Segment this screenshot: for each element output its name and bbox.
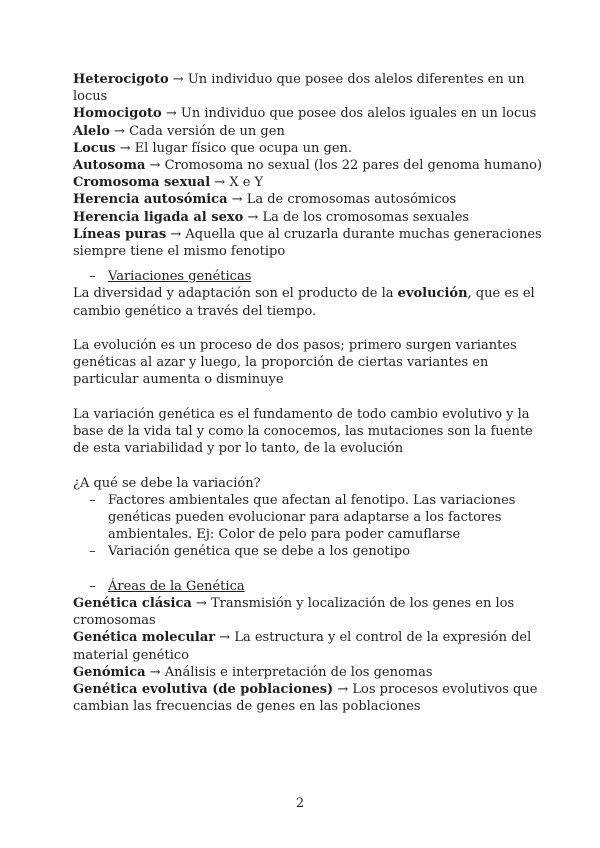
document-body <box>73 71 543 715</box>
areas-list <box>73 595 543 715</box>
arrow-icon: → <box>247 209 259 225</box>
definition-term: Herencia ligada al sexo <box>73 209 244 225</box>
arrow-icon: → <box>231 192 243 208</box>
area-text: Transmisión y localización de los genes en los cromosomas <box>73 596 515 629</box>
arrow-icon: → <box>170 226 182 242</box>
area-term: Genómica <box>73 664 146 680</box>
section-heading-variaciones <box>73 268 543 285</box>
area-genetica-evolutiva <box>73 681 543 715</box>
bold-term-evolucion: evolución <box>397 286 468 302</box>
definition-text: Cromosoma no sexual (los 22 pares del genoma humano) <box>164 158 543 174</box>
dash-icon: – <box>89 578 96 594</box>
definition-text: El lugar físico que ocupa un gen. <box>134 140 353 156</box>
paragraph-fundamento: La variación genética es el fundamento de todo cambio evolutivo y la base de la vida tal y como la conocemos, las mutaciones son la fuente de esta variabilidad y por lo tanto, de la evolución <box>73 406 533 457</box>
arrow-icon: → <box>337 682 349 698</box>
definition-autosoma <box>73 157 543 174</box>
arrow-icon: → <box>214 175 226 191</box>
paragraph-text: , que es el cambio genético a través del tiempo. <box>73 286 535 319</box>
definition-term: Alelo <box>73 123 110 139</box>
definition-text: Aquella que al cruzarla durante muchas generaciones siempre tiene el mismo fenotipo <box>73 226 542 260</box>
paragraph-diversidad <box>73 285 543 319</box>
question-variacion: ¿A qué se debe la variación? <box>73 475 261 491</box>
definition-cromosoma-sexual <box>73 174 543 191</box>
definition-herencia-autosomica <box>73 191 543 208</box>
definitions-list <box>73 71 543 260</box>
list-item <box>73 492 543 544</box>
definition-term: Cromosoma sexual <box>73 175 211 191</box>
area-text: La estructura y el control de la expresión del material genético <box>73 630 532 663</box>
definition-text: X e Y <box>229 175 264 191</box>
section-heading-label: Variaciones genéticas <box>108 269 252 285</box>
area-term: Genética clásica <box>73 596 192 612</box>
page-number: 2 <box>295 796 305 811</box>
definition-text: Cada versión de un gen <box>129 123 285 139</box>
definition-term: Herencia autosómica <box>73 192 228 208</box>
list-item-text: Variación genética que se debe a los genotipo <box>108 544 411 560</box>
arrow-icon: → <box>149 158 161 174</box>
area-term: Genética evolutiva (de poblaciones) <box>73 682 334 698</box>
definition-text: La de cromosomas autosómicos <box>246 192 457 208</box>
list-item-text: Factores ambientales que afectan al fenotipo. Las variaciones genéticas pueden evolucionar para adaptarse a los factores ambientales. Ej: Color de pelo para poder camuflarse <box>108 492 516 543</box>
definition-locus <box>73 140 543 157</box>
arrow-icon: → <box>172 72 184 87</box>
dash-icon: – <box>89 492 96 508</box>
definition-alelo <box>73 123 543 140</box>
definition-term: Heterocigoto <box>73 72 169 87</box>
arrow-icon: → <box>219 630 231 646</box>
arrow-icon: → <box>195 596 207 612</box>
definition-text: Un individuo que posee dos alelos iguales en un locus <box>180 106 537 122</box>
area-text: Los procesos evolutivos que cambian las frecuencias de genes en las poblaciones <box>73 682 538 715</box>
definition-herencia-ligada-sexo <box>73 209 543 226</box>
paragraph-text: La diversidad y adaptación son el producto de la <box>73 286 398 302</box>
arrow-icon: → <box>149 664 161 680</box>
section-heading-label: Áreas de la Genética <box>108 578 245 594</box>
arrow-icon: → <box>119 140 131 156</box>
definition-text: Un individuo que posee dos alelos diferentes en un locus <box>73 72 525 105</box>
area-text: Análisis e interpretación de los genomas <box>164 664 433 680</box>
arrow-icon: → <box>114 123 125 139</box>
paragraph-proceso: La evolución es un proceso de dos pasos; primero surgen variantes genéticas al azar y luego, la proporción de ciertas variantes en particular aumenta o disminuye <box>73 338 517 388</box>
area-genomica <box>73 664 543 681</box>
section-heading-areas <box>73 578 543 595</box>
arrow-icon: → <box>165 106 177 122</box>
definition-homocigoto <box>73 105 543 122</box>
area-genetica-molecular <box>73 629 543 663</box>
definition-term: Homocigoto <box>73 106 162 122</box>
variation-bullet-list <box>73 492 543 561</box>
dash-icon: – <box>89 269 96 285</box>
definition-term: Locus <box>73 140 116 156</box>
definition-term: Autosoma <box>73 158 146 174</box>
dash-icon: – <box>89 544 96 560</box>
area-term: Genética molecular <box>73 630 216 646</box>
area-genetica-clasica <box>73 595 543 629</box>
definition-text: La de los cromosomas sexuales <box>262 209 470 225</box>
list-item <box>73 543 543 560</box>
definition-term: Líneas puras <box>73 226 167 242</box>
definition-heterocigoto <box>73 71 543 105</box>
definition-lineas-puras <box>73 226 543 260</box>
